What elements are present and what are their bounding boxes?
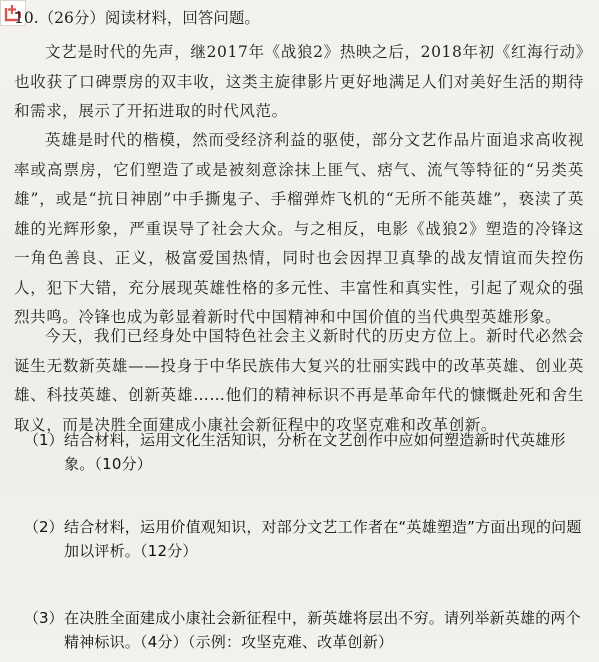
sub-question-text: 结合材料，运用文化生活知识，分析在文艺创作中应如何塑造新时代英雄形象。（10分） bbox=[64, 431, 566, 473]
sub-question-number: （2） bbox=[24, 518, 64, 536]
material-paragraph-1: 文艺是时代的先声，继2017年《战狼2》热映之后，2018年初《红海行动》也收获了口碑票房的双丰收，这类主旋律影片更好地满足人们对美好生活的期待和需求，展示了开拓进取的时代风范。 bbox=[14, 43, 584, 120]
question-header: 10.（26分）阅读材料，回答问题。 bbox=[14, 9, 260, 27]
sub-question-number: （3） bbox=[24, 609, 64, 627]
sub-question-2 bbox=[24, 515, 589, 563]
sub-question-3 bbox=[24, 606, 589, 654]
sub-question-text: 结合材料，运用价值观知识，对部分文艺工作者在“英雄塑造”方面出现的问题加以评析。（12分） bbox=[64, 518, 582, 560]
sub-question-1 bbox=[24, 428, 589, 476]
material-paragraph-2: 英雄是时代的楷模，然而受经济利益的驱使，部分文艺作品片面追求高收视率或高票房，它们塑造了或是被刻意涂抹上匪气、痞气、流气等特征的“另类英雄”，或是“抗日神剧”中手撕鬼子、手榴弹炸飞机的“无所不能英雄”，亵渎了英雄的光辉形象，严重误导了社会大众。与之相反，电影《战狼2》塑造的冷锋这一角色善良、正义，极富爱国热情，同时也会因捍卫真挚的战友情谊而失控伤人，犯下大错，充分展现英雄性格的多元性、丰富性和真实性，引起了观众的强烈共鸣。冷锋也成为彰显着新时代中国精神和中国价值的当代典型英雄形象。 bbox=[14, 131, 584, 326]
material-paragraph-3: 今天，我们已经身处中国特色社会主义新时代的历史方位上。新时代必然会诞生无数新英雄——投身于中华民族伟大复兴的壮丽实践中的改革英雄、创业英雄、科技英雄、创新英雄……他们的精神标识不再是革命年代的慷慨赴死和舍生取义，而是决胜全面建成小康社会新征程中的攻坚克难和改革创新。 bbox=[14, 327, 584, 434]
sub-question-number: （1） bbox=[24, 431, 64, 449]
sub-question-text: 在决胜全面建成小康社会新征程中，新英雄将层出不穷。请列举新英雄的两个精神标识。（4分）（示例：攻坚克难、改革创新） bbox=[64, 609, 581, 651]
